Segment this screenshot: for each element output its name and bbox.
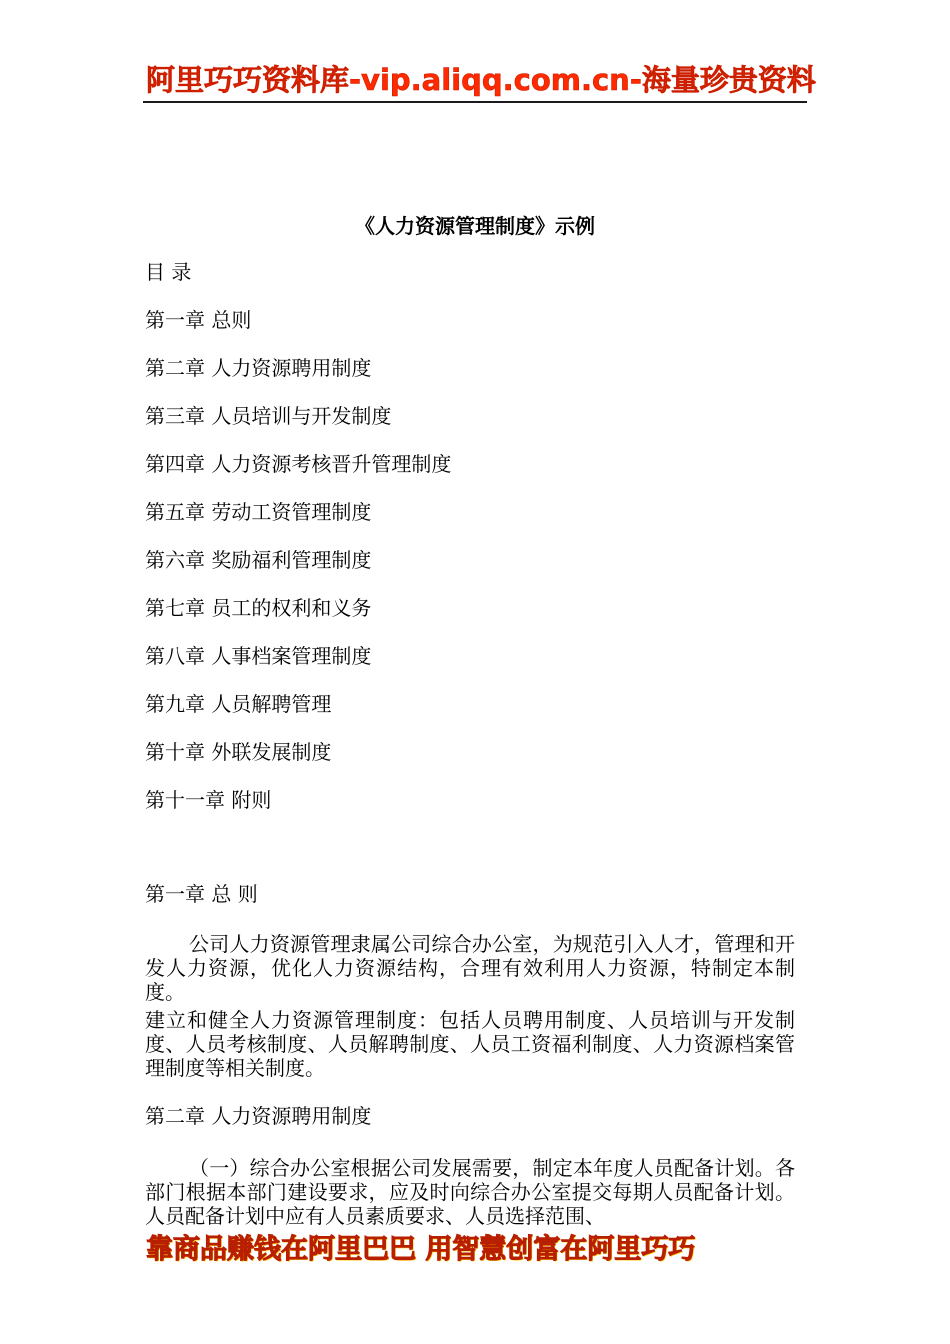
header-divider: [143, 101, 807, 103]
toc-item-7: 第七章 员工的权利和义务: [145, 596, 372, 620]
chapter1-paragraph-2: 建立和健全人力资源管理制度：包括人员聘用制度、人员培训与开发制度、人员考核制度、人员解聘制度、人员工资福利制度、人力资源档案管理制度等相关制度。: [145, 1008, 795, 1080]
toc-item-8: 第八章 人事档案管理制度: [145, 644, 372, 668]
toc-item-4: 第四章 人力资源考核晋升管理制度: [145, 452, 452, 476]
toc-heading: 目 录: [145, 260, 192, 284]
toc-item-2: 第二章 人力资源聘用制度: [145, 356, 372, 380]
toc-item-9: 第九章 人员解聘管理: [145, 692, 332, 716]
toc-item-10: 第十章 外联发展制度: [145, 740, 332, 764]
document-title: 《人力资源管理制度》示例: [355, 214, 595, 238]
toc-item-1: 第一章 总则: [145, 308, 252, 332]
header-banner: 阿里巧巧资料库-vip.aliqq.com.cn-海量珍贵资料: [146, 63, 816, 97]
toc-item-5: 第五章 劳动工资管理制度: [145, 500, 372, 524]
chapter1-paragraph-1: 公司人力资源管理隶属公司综合办公室，为规范引入人才，管理和开发人力资源，优化人力资源结构，合理有效利用人力资源，特制定本制度。: [145, 932, 795, 1004]
toc-item-3: 第三章 人员培训与开发制度: [145, 404, 392, 428]
chapter2-paragraph-1: （一）综合办公室根据公司发展需要，制定本年度人员配备计划。各部门根据本部门建设要求，应及时向综合办公室提交每期人员配备计划。人员配备计划中应有人员素质要求、人员选择范围、: [145, 1156, 795, 1228]
toc-item-6: 第六章 奖励福利管理制度: [145, 548, 372, 572]
chapter1-heading: 第一章 总 则: [145, 882, 258, 906]
toc-item-11: 第十一章 附则: [145, 788, 272, 812]
chapter2-heading: 第二章 人力资源聘用制度: [145, 1104, 372, 1128]
footer-banner: 靠商品赚钱在阿里巴巴 用智慧创富在阿里巧巧: [146, 1234, 696, 1265]
